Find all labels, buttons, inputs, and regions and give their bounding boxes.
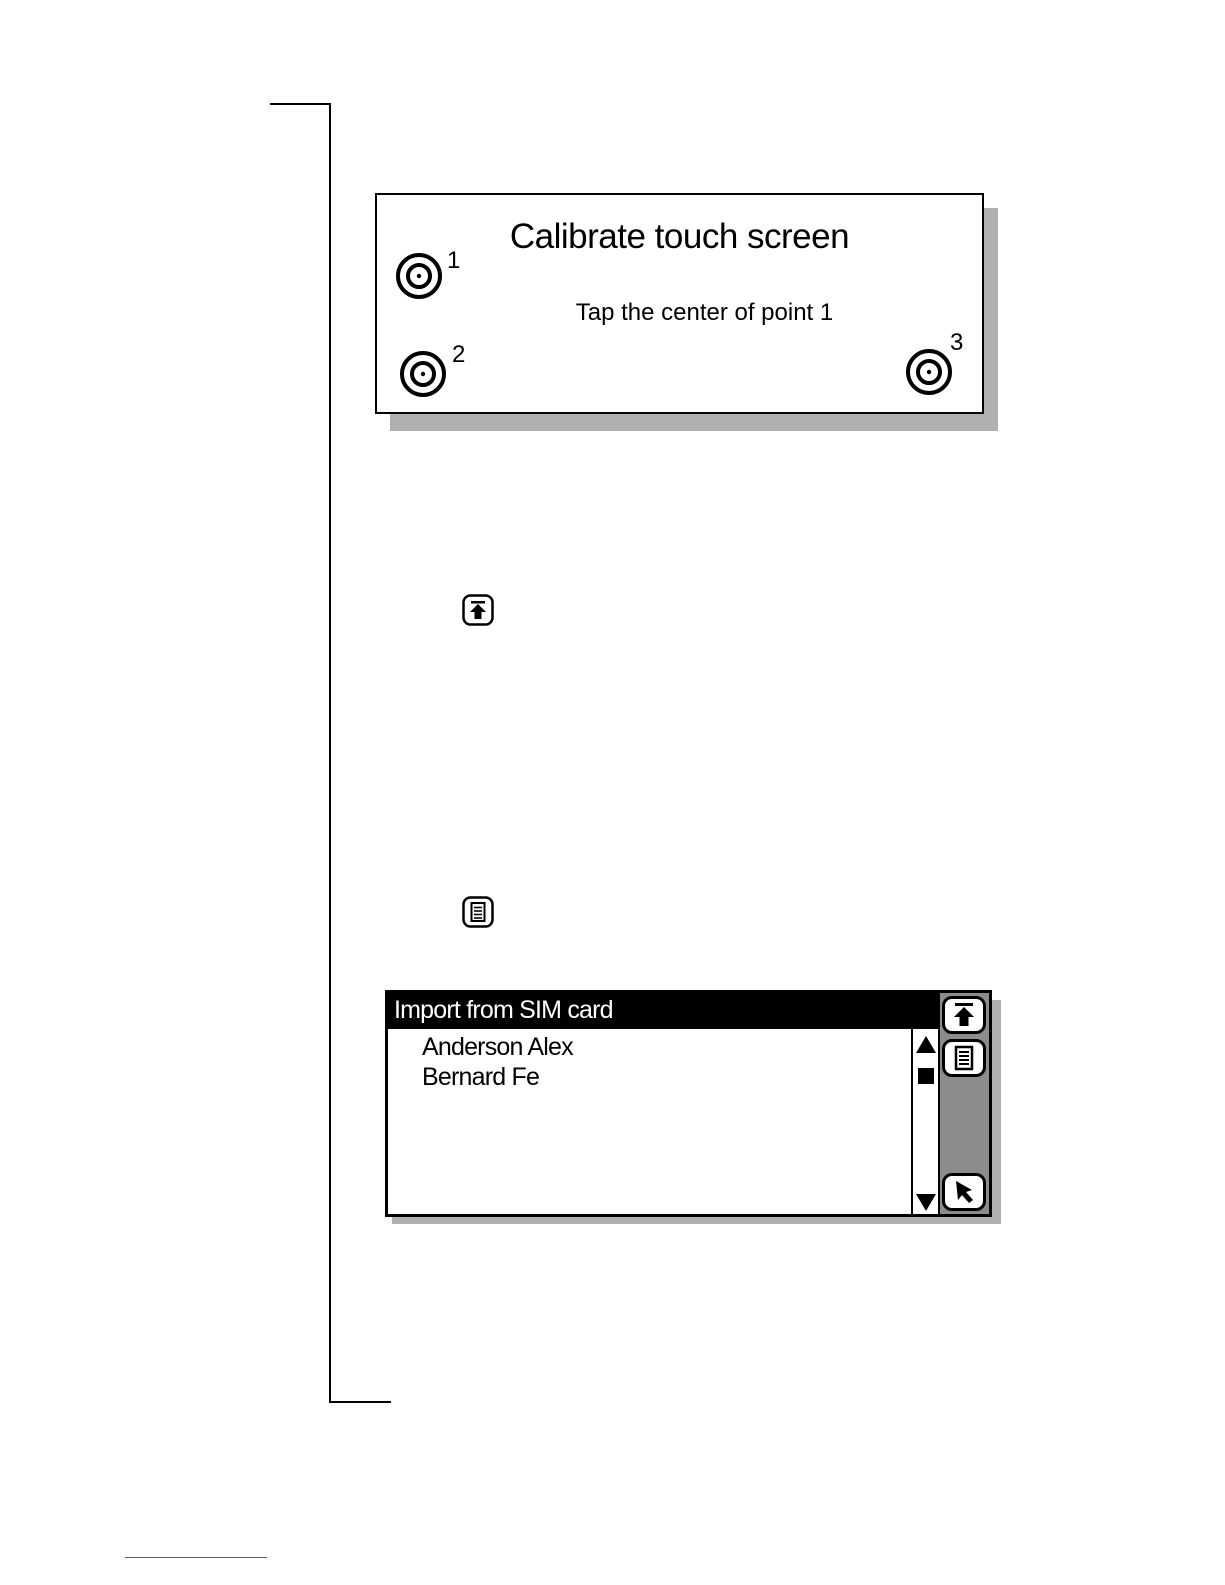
margin-rule-top bbox=[270, 103, 331, 105]
top-arrow-icon bbox=[945, 999, 983, 1031]
import-title: Import from SIM card bbox=[394, 996, 613, 1024]
menu-button[interactable] bbox=[942, 1039, 986, 1077]
scroll-thumb-icon[interactable] bbox=[918, 1068, 934, 1084]
top-arrow-button[interactable] bbox=[942, 996, 986, 1034]
scroll-down-arrow-icon[interactable] bbox=[915, 1192, 937, 1212]
calibrate-title: Calibrate touch screen bbox=[509, 217, 850, 256]
list-item[interactable]: Bernard Fe bbox=[422, 1063, 540, 1091]
calibration-point-2-label: 2 bbox=[452, 341, 466, 368]
calibration-point-3-label: 3 bbox=[950, 329, 964, 356]
menu-icon bbox=[945, 1042, 983, 1074]
import-title-bar bbox=[388, 993, 940, 1029]
scroll-up-arrow-icon[interactable] bbox=[915, 1035, 937, 1055]
footer-link-underline bbox=[125, 1557, 267, 1558]
scrollbar[interactable] bbox=[911, 1029, 939, 1214]
calibration-target-3-icon[interactable] bbox=[905, 348, 953, 396]
pointer-icon bbox=[945, 1176, 983, 1208]
calibration-point-1-label: 1 bbox=[447, 247, 461, 274]
calibrate-screen bbox=[375, 193, 984, 414]
margin-rule-bottom bbox=[329, 1401, 391, 1403]
calibrate-instruction: Tap the center of point 1 bbox=[575, 299, 834, 326]
top-arrow-key-icon bbox=[462, 594, 494, 626]
menu-key-icon bbox=[462, 896, 494, 928]
calibration-target-1-icon[interactable] bbox=[395, 252, 443, 300]
calibration-target-2-icon[interactable] bbox=[399, 350, 447, 398]
list-item[interactable]: Anderson Alex bbox=[422, 1033, 573, 1061]
import-screen bbox=[385, 990, 992, 1217]
pointer-button[interactable] bbox=[942, 1173, 986, 1211]
side-button-panel bbox=[938, 993, 989, 1214]
margin-rule-vertical bbox=[329, 103, 331, 1403]
